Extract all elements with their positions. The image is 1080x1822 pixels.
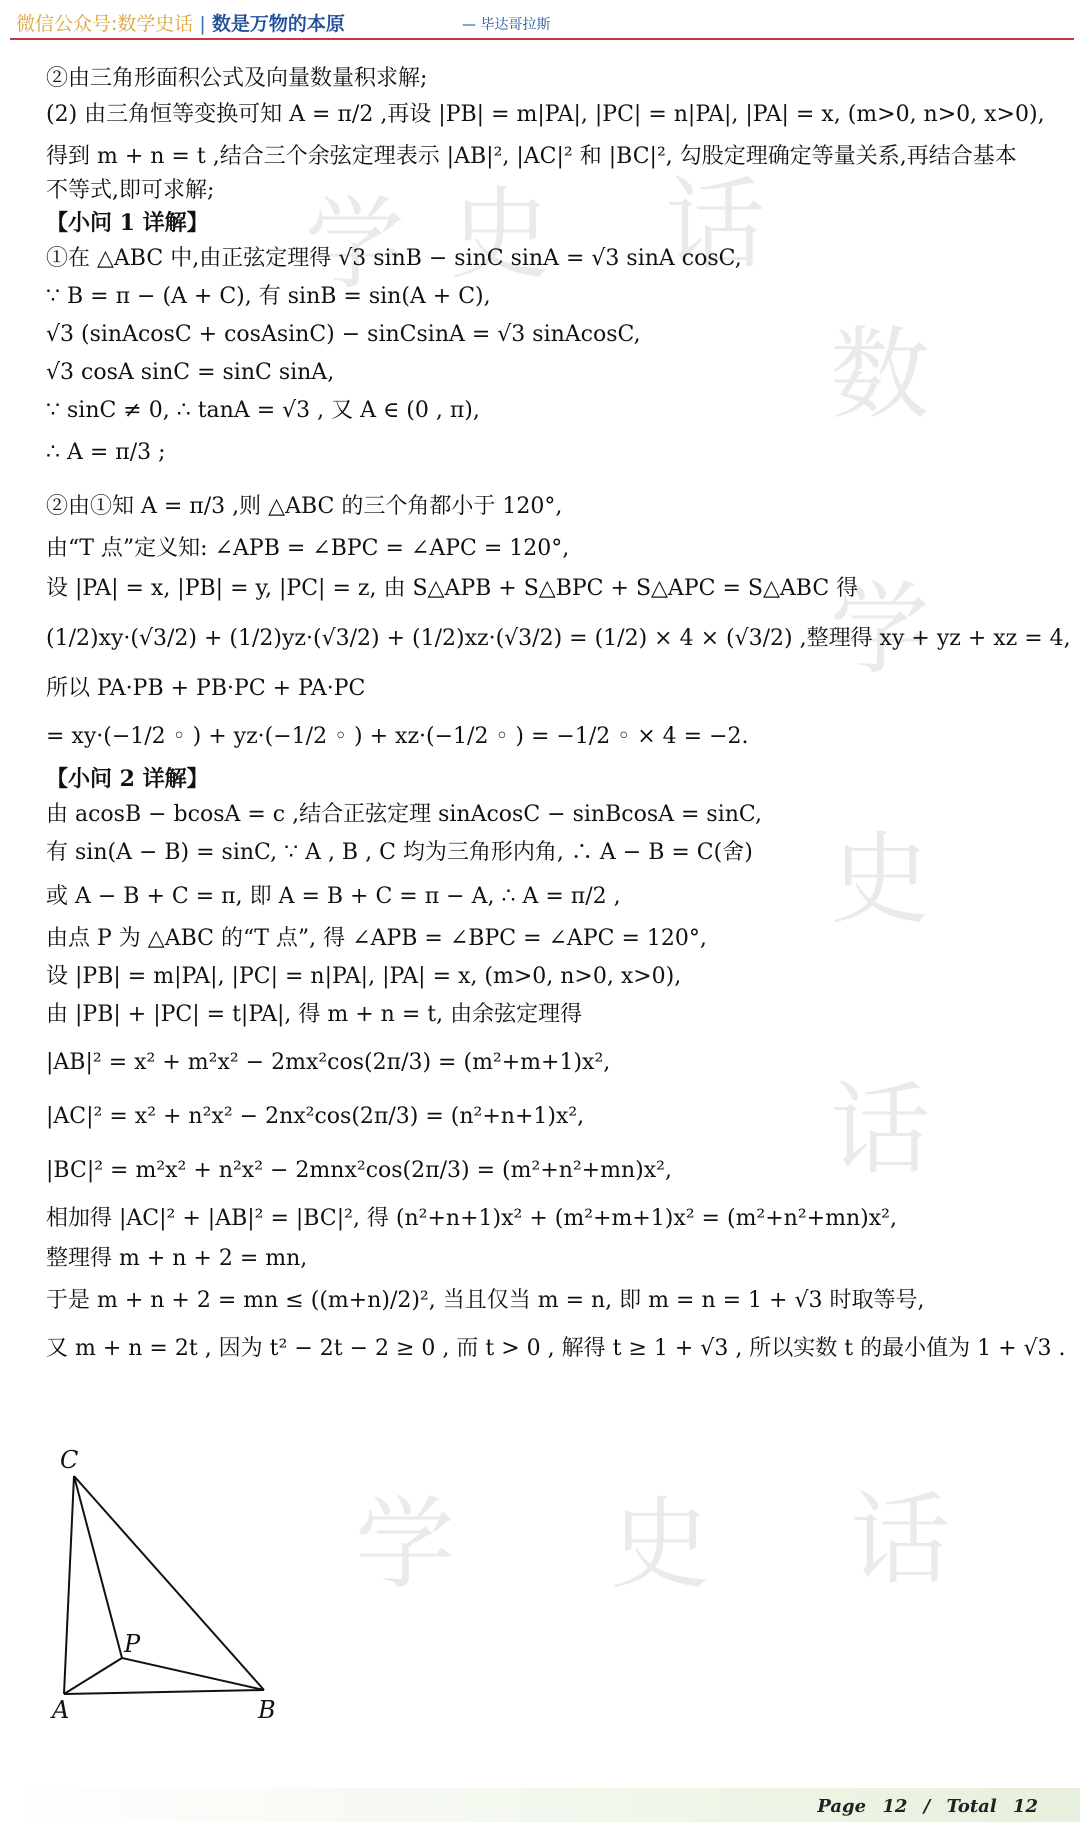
text-line: 由点 P 为 △ABC 的“T 点”, 得 ∠APB = ∠BPC = ∠APC = 120°, [46, 926, 707, 951]
text-line: 不等式,即可求解; [46, 178, 215, 203]
section-heading: 【小问 2 详解】 [46, 766, 209, 792]
text-line: 整理得 m + n + 2 = mn, [46, 1246, 308, 1271]
text-line: 又 m + n = 2t , 因为 t² − 2t − 2 ≥ 0 , 而 t > 0 , 解得 t ≥ 1 + √3 , 所以实数 t 的最小值为 1 + √3 . [46, 1336, 1066, 1361]
edge-ab [64, 1690, 264, 1694]
text-line: (1/2)xy·(√3/2) + (1/2)yz·(√3/2) + (1/2)xz·(√3/2) = (1/2) × 4 × (√3/2) ,整理得 xy + yz + xz = 4, [46, 626, 1071, 651]
segment-pb [122, 1658, 264, 1690]
label-c: C [60, 1446, 79, 1474]
text-line: 于是 m + n + 2 = mn ≤ ((m+n)/2)², 当且仅当 m = n, 即 m = n = 1 + √3 时取等号, [46, 1288, 925, 1313]
section-heading: 【小问 1 详解】 [46, 210, 209, 236]
watermark-char: 学 [830, 571, 930, 688]
header-left [16, 9, 345, 36]
watermark-char: 话 [665, 166, 765, 283]
watermark-char: 话 [830, 1071, 930, 1188]
watermark-char: 史 [450, 176, 550, 293]
text-line: 得到 m + n = t ,结合三个余弦定理表示 |AB|², |AC|² 和 |BC|², 勾股定理确定等量关系,再结合基本 [46, 144, 1017, 169]
text-line: √3 (sinAcosC + cosAsinC) − sinCsinA = √3 sinAcosC, [46, 322, 641, 347]
page-header [0, 0, 1080, 44]
header-rule [10, 38, 1074, 40]
text-line: |AC|² = x² + n²x² − 2nx²cos(2π/3) = (n²+n+1)x², [46, 1104, 585, 1129]
text-line: ②由三角形面积公式及向量数量积求解; [46, 66, 428, 91]
text-line: |BC|² = m²x² + n²x² − 2mnx²cos(2π/3) = (m²+n²+mn)x², [46, 1158, 672, 1183]
text-line: 所以 PA·PB + PB·PC + PA·PC [46, 676, 366, 701]
label-a: A [52, 1696, 70, 1720]
text-line: (2) 由三角恒等变换可知 A = π/2 ,再设 |PB| = m|PA|, |PC| = n|PA|, |PA| = x, (m>0, n>0, x>0), [46, 102, 1045, 127]
watermark-char: 学 [355, 1486, 455, 1603]
text-line: ∴ A = π/3 ; [46, 440, 166, 465]
header-attribution: — 毕达哥拉斯 [462, 17, 551, 33]
label-p: P [124, 1630, 141, 1658]
text-line: ②由①知 A = π/3 ,则 △ABC 的三个角都小于 120°, [46, 494, 563, 519]
label-b: B [258, 1696, 276, 1720]
text-line: = xy·(−1/2 ◦ ) + yz·(−1/2 ◦ ) + xz·(−1/2 ◦ ) = −1/2 ◦ × 4 = −2. [46, 724, 749, 749]
text-line: ∵ sinC ≠ 0, ∴ tanA = √3 , 又 A ∈ (0 , π), [46, 398, 480, 423]
watermark-char: 史 [610, 1486, 710, 1603]
segment-pa [64, 1658, 122, 1694]
edge-ca [64, 1476, 74, 1694]
page-footer [0, 1788, 1080, 1822]
text-line: √3 cosA sinC = sinC sinA, [46, 360, 335, 385]
text-line: 相加得 |AC|² + |AB|² = |BC|², 得 (n²+n+1)x² + (m²+m+1)x² = (m²+n²+mn)x², [46, 1206, 897, 1231]
text-line: 由“T 点”定义知: ∠APB = ∠BPC = ∠APC = 120°, [46, 536, 570, 561]
watermark-char: 学 [305, 186, 405, 303]
watermark-char: 数 [830, 316, 930, 433]
triangle-diagram [40, 1440, 300, 1720]
text-line: 有 sin(A − B) = sinC, ∵ A , B , C 均为三角形内角, ∴ A − B = C(舍) [46, 840, 753, 865]
watermark-char: 史 [830, 821, 930, 938]
header-separator: | [199, 13, 206, 35]
text-line: ∵ B = π − (A + C), 有 sinB = sin(A + C), [46, 284, 491, 309]
text-line: 由 |PB| + |PC| = t|PA|, 得 m + n = t, 由余弦定理得 [46, 1002, 583, 1027]
watermark-char: 话 [850, 1481, 950, 1598]
text-line: |AB|² = x² + m²x² − 2mx²cos(2π/3) = (m²+m+1)x², [46, 1050, 611, 1075]
header-account: 微信公众号:数学史话 [16, 13, 194, 35]
header-motto: 数是万物的本原 [211, 13, 345, 35]
page-number: Page 12 / Total 12 [817, 1796, 1038, 1817]
text-line: 设 |PB| = m|PA|, |PC| = n|PA|, |PA| = x, (m>0, n>0, x>0), [46, 964, 682, 989]
text-line: ①在 △ABC 中,由正弦定理得 √3 sinB − sinC sinA = √3 sinA cosC, [46, 246, 742, 271]
text-line: 由 acosB − bcosA = c ,结合正弦定理 sinAcosC − sinBcosA = sinC, [46, 802, 762, 827]
text-line: 设 |PA| = x, |PB| = y, |PC| = z, 由 S△APB + S△BPC + S△APC = S△ABC 得 [46, 576, 859, 601]
text-line: 或 A − B + C = π, 即 A = B + C = π − A, ∴ A = π/2 , [46, 884, 621, 909]
